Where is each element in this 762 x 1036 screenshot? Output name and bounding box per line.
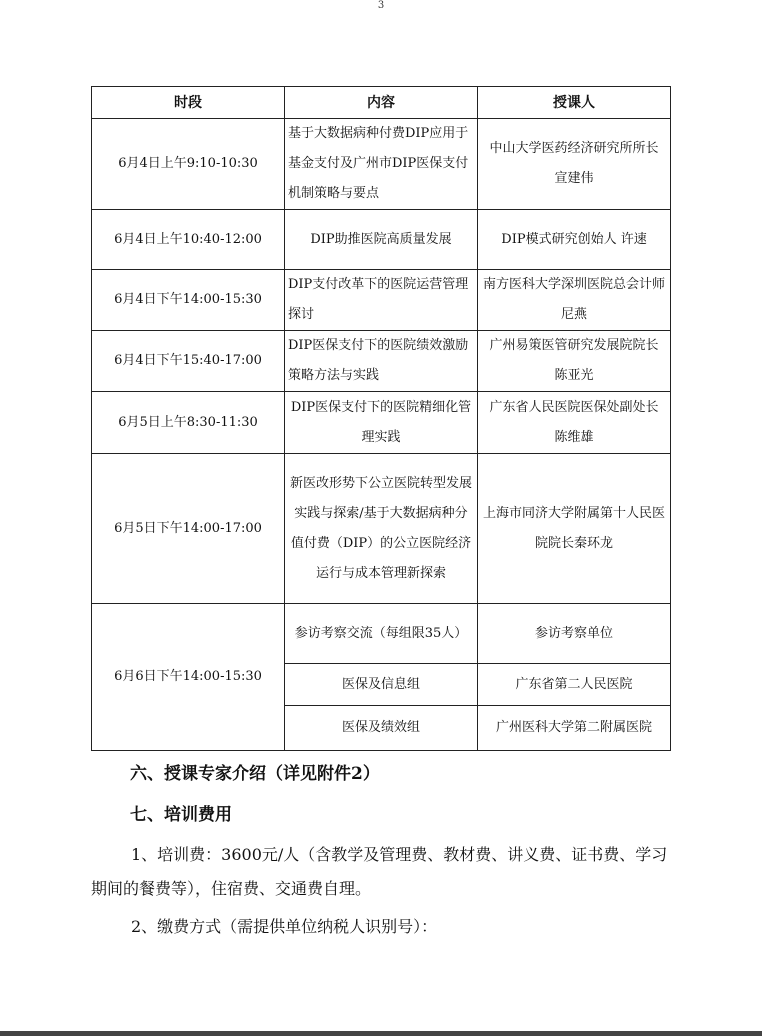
row-time: 6月4日下午15:40-17:00 xyxy=(92,331,285,392)
table-row xyxy=(92,270,671,331)
row-speaker: 广州易策医管研究发展院院长 陈亚光 xyxy=(478,331,671,392)
row-content: 新医改形势下公立医院转型发展实践与探索/基于大数据病种分值付费（DIP）的公立医院经济运行与成本管理新探索 xyxy=(285,454,478,604)
table-row xyxy=(92,119,671,210)
table-row xyxy=(92,331,671,392)
visit-speaker: 广州医科大学第二附属医院 xyxy=(478,706,671,751)
row-content: DIP支付改革下的医院运营管理探讨 xyxy=(285,270,478,331)
row-content: 基于大数据病种付费DIP应用于基金支付及广州市DIP医保支付机制策略与要点 xyxy=(285,119,478,210)
row-speaker: 中山大学医药经济研究所所长 宣建伟 xyxy=(478,119,671,210)
row-speaker: 上海市同济大学附属第十人民医院院长秦环龙 xyxy=(478,454,671,604)
row-time: 6月4日下午14:00-15:30 xyxy=(92,270,285,331)
row-speaker: DIP模式研究创始人 许速 xyxy=(478,210,671,270)
visit-content: 医保及信息组 xyxy=(285,664,478,706)
row-time: 6月5日上午8:30-11:30 xyxy=(92,392,285,454)
schedule-table xyxy=(91,86,671,751)
fee-paragraph: 1、培训费：3600元/人（含教学及管理费、教材费、讲义费、证书费、学习期间的餐费等），住宿费、交通费自理。 xyxy=(91,845,668,898)
row-time: 6月4日上午10:40-12:00 xyxy=(92,210,285,270)
header-content: 内容 xyxy=(285,87,478,119)
header-time: 时段 xyxy=(92,87,285,119)
bottom-rule xyxy=(0,1031,762,1036)
row-content: DIP医保支付下的医院绩效激励策略方法与实践 xyxy=(285,331,478,392)
row-speaker: 南方医科大学深圳医院总会计师 尼燕 xyxy=(478,270,671,331)
page-number: 3 xyxy=(377,0,385,11)
row-speaker: 广东省人民医院医保处副处长 陈维雄 xyxy=(478,392,671,454)
table-header-row xyxy=(92,87,671,119)
row-time: 6月4日上午9:10-10:30 xyxy=(92,119,285,210)
section-heading-fees: 七、培训费用 xyxy=(130,805,232,825)
visit-content: 医保及绩效组 xyxy=(285,706,478,751)
table-row xyxy=(92,604,671,664)
visit-speaker: 参访考察单位 xyxy=(478,604,671,664)
table-row xyxy=(92,210,671,270)
visit-speaker: 广东省第二人民医院 xyxy=(478,664,671,706)
table-row xyxy=(92,392,671,454)
header-speaker: 授课人 xyxy=(478,87,671,119)
visit-time: 6月6日下午14:00-15:30 xyxy=(92,604,285,751)
row-content: DIP医保支付下的医院精细化管理实践 xyxy=(285,392,478,454)
payment-paragraph: 2、缴费方式（需提供单位纳税人识别号）： xyxy=(131,917,438,936)
table-row xyxy=(92,454,671,604)
visit-content: 参访考察交流（每组限35人） xyxy=(285,604,478,664)
section-heading-experts: 六、授课专家介绍（详见附件2） xyxy=(130,764,380,784)
row-time: 6月5日下午14:00-17:00 xyxy=(92,454,285,604)
row-content: DIP助推医院高质量发展 xyxy=(285,210,478,270)
